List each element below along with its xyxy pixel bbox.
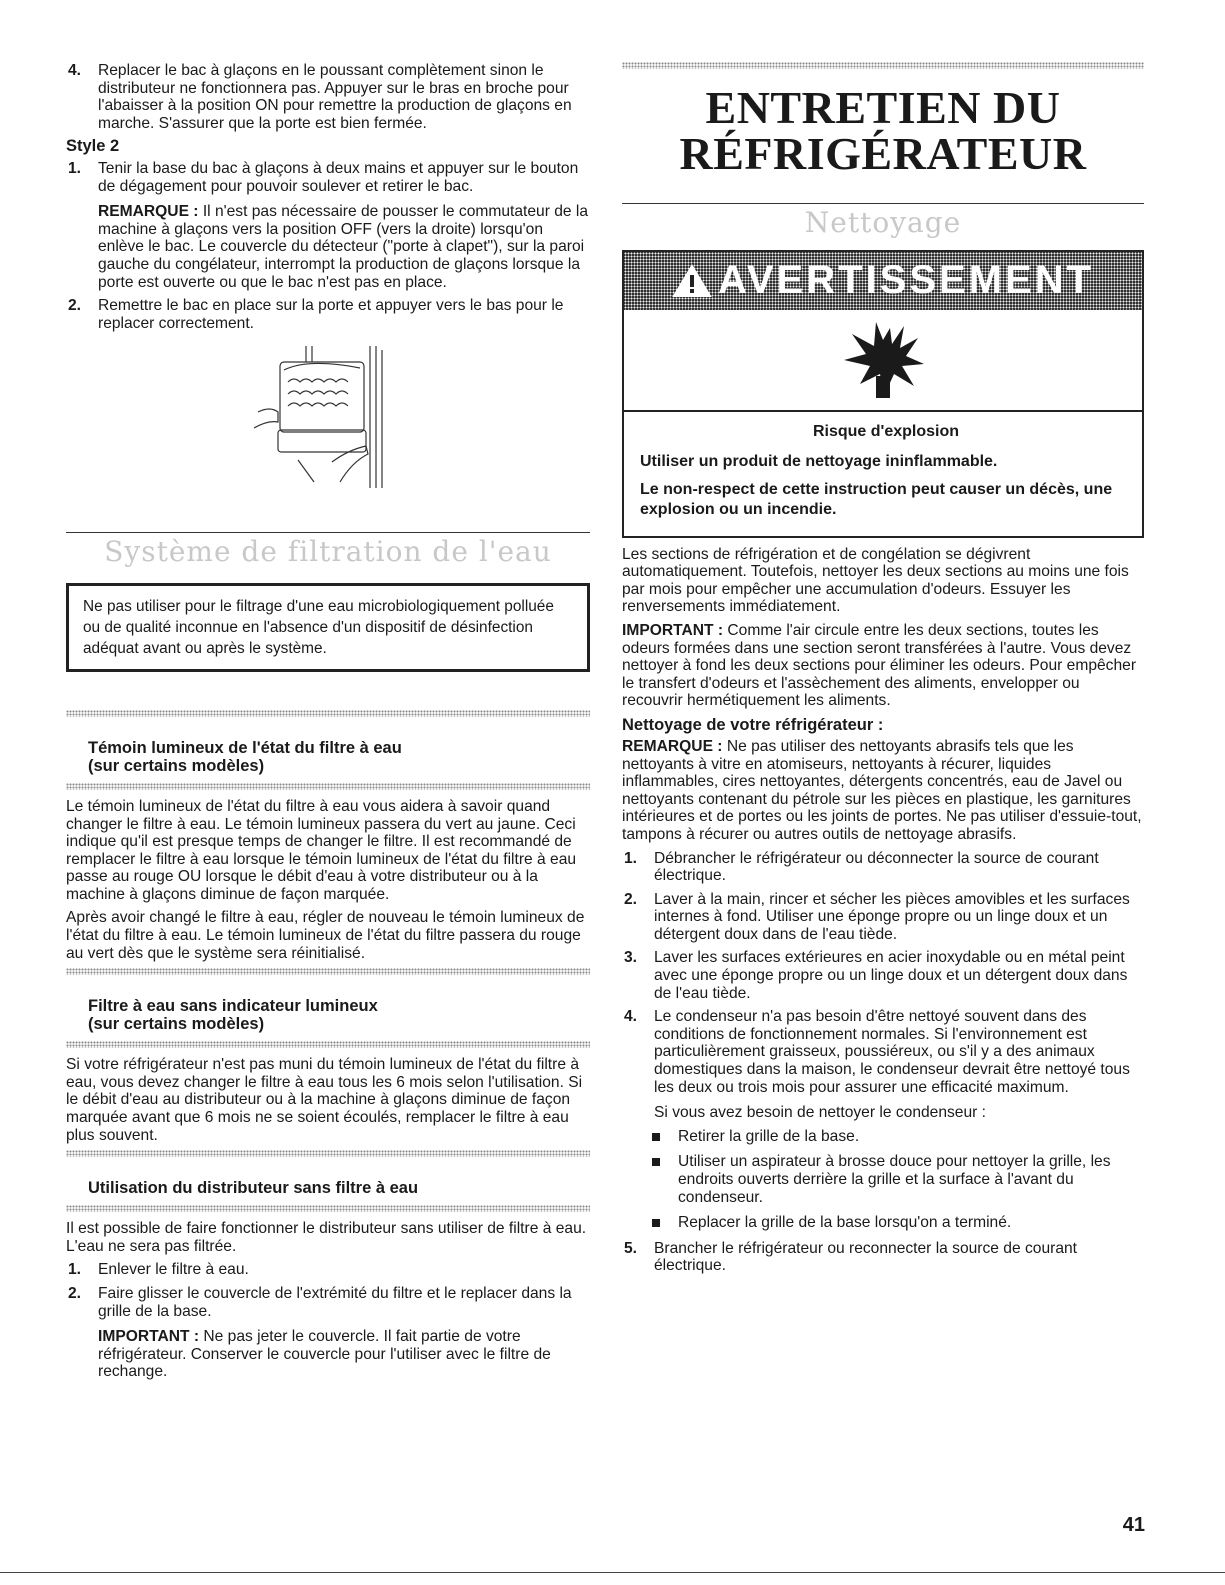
- important-label: IMPORTANT :: [98, 1328, 200, 1346]
- explosion-icon: [838, 320, 928, 400]
- step-text: Laver à la main, rincer et sécher les pièces amovibles et les surfaces internes à fond. Utiliser une éponge propre ou un linge doux et un détergent doux dans de l'eau tiède.: [654, 890, 1130, 943]
- bullet-item: [652, 1128, 1144, 1146]
- step-number: 1.: [68, 1261, 82, 1279]
- important-text: Comme l'air circule entre les deux sections, toutes les odeurs formées dans une section seront transférées à l'autre. Vous devez nettoyer à fond les deux sections pour éliminer les odeurs. Pour empêcher le transfert d'odeurs et l'assèchement des aliments, envelopper ou recouvrir hermétiquement les aliments.: [622, 621, 1137, 710]
- right-column: [622, 62, 1144, 1281]
- warning-triangle-icon: [672, 264, 712, 298]
- warning-banner-text: AVERTISSEMENT: [717, 257, 1095, 302]
- section-divider: [66, 532, 590, 533]
- warning-text: [624, 412, 1142, 536]
- step-text: Replacer le bac à glaçons en le poussant complètement sinon le distributeur ne fonctionnera pas. Appuyer sur le bras en broche pour l'abaisser à la position ON pour remettre la production de glaçons en marche. S'assurer que la porte est bien fermée.: [98, 62, 572, 132]
- step-subtext: Si vous avez besoin de nettoyer le condenseur :: [654, 1104, 987, 1122]
- cleaning-step-3: [622, 949, 1144, 1002]
- paragraph: Si votre réfrigérateur n'est pas muni du témoin lumineux de l'état du filtre à eau, vous devez changer le filtre à eau tous les 6 mois selon l'utilisation. Si le débit d'eau au distributeur ou à la machine à glaçons diminue de façon marquée avant que 6 mois ne se soient écoulés, remplacer le filtre à eau plus souvent.: [66, 1056, 583, 1144]
- bottom-rule: [0, 1572, 1225, 1573]
- step-number: 3.: [624, 949, 638, 967]
- step-text: Débrancher le réfrigérateur ou déconnecter la source de courant électrique.: [654, 849, 1099, 885]
- step-text: Brancher le réfrigérateur ou reconnecter la source de courant électrique.: [654, 1239, 1077, 1275]
- step-number: 1.: [624, 849, 638, 867]
- no-filter-step-2: [66, 1285, 590, 1381]
- dotted-divider: [66, 710, 590, 717]
- paragraph: Les sections de réfrigération et de congélation se dégivrent automatiquement. Toutefois, nettoyer les deux sections au moins une fois par mois pour empêcher une accumulation d'odeurs. Essuyer les renversements immédiatement.: [622, 545, 1129, 616]
- bullet-square-icon: [652, 1219, 660, 1227]
- cleaning-title: Nettoyage: [804, 206, 962, 239]
- step-text: Tenir la base du bac à glaçons à deux mains et appuyer sur le bouton de dégagement pour pouvoir soulever et retirer le bac.: [98, 159, 579, 195]
- paragraph: Il est possible de faire fonctionner le distributeur sans utiliser de filtre à eau. L'eau ne sera pas filtrée.: [66, 1220, 587, 1255]
- cleaning-step-2: [622, 891, 1144, 944]
- important-note: [98, 1328, 590, 1381]
- step-number: 1.: [68, 159, 82, 177]
- style2-step-2: [66, 297, 590, 332]
- cleaning-step-4: [622, 1008, 1144, 1122]
- warning-line: Utiliser un produit de nettoyage ininflammable.: [640, 452, 998, 470]
- step-text: Enlever le filtre à eau.: [98, 1261, 249, 1279]
- important-text: Ne pas jeter le couvercle. Il fait partie de votre réfrigérateur. Conserver le couvercle pour l'utiliser avec le filtre de rechange.: [98, 1328, 551, 1381]
- bullet-square-icon: [652, 1158, 660, 1166]
- style-2-heading: Style 2: [66, 137, 120, 156]
- dotted-divider: [66, 1041, 590, 1048]
- dispenser-no-filter-heading: Utilisation du distributeur sans filtre à eau: [88, 1179, 419, 1198]
- paragraph: Le témoin lumineux de l'état du filtre à eau vous aidera à savoir quand changer le filtre à eau. Le témoin lumineux passera du vert au jaune. Ceci indique qu'il est presque temps de changer le filtre. Il est recommandé de remplacer le filtre à eau lorsque le témoin lumineux de l'état du filtre à eau passe au rouge OU lorsque le débit d'eau à votre distributeur ou à la machine à glaçons diminue de façon marquée.: [66, 797, 577, 903]
- left-column: [66, 62, 590, 1387]
- step-text: Laver les surfaces extérieures en acier inoxydable ou en métal peint avec une éponge propre ou un linge doux et un détergent doux dans de l'eau tiède.: [654, 949, 1128, 1002]
- remarque-text: Il n'est pas nécessaire de pousser le commutateur de la machine à glaçons vers la position OFF (vers la droite) lorsqu'on enlève le bac. Le couvercle du détecteur ("porte à clapet"), sur la paroi gauche du congélateur, interrompt la production de glaçons lorsque la porte est ouverte ou que le bac n'est pas en place.: [98, 203, 589, 291]
- filter-no-indicator-heading: Filtre à eau sans indicateur lumineux (sur certains modèles): [88, 997, 378, 1034]
- dotted-divider: [622, 62, 1144, 69]
- step-text: Le condenseur n'a pas besoin d'être nettoyé souvent dans des conditions de fonctionnement normales. Si l'environnement est particulièrement graisseux, poussiéreux, ou s'il y a des animaux domestiques dans la maison, le condenseur devrait être nettoyé tous les deux ou trois mois pour assurer une efficacité maximum.: [654, 1008, 1130, 1096]
- cleaning-heading: Nettoyage de votre réfrigérateur :: [622, 715, 884, 734]
- filtration-note-box: Ne pas utiliser pour le filtrage d'une eau microbiologiquement polluée ou de qualité inconnue en l'absence d'un dispositif de désinfection adéquat avant ou après le système.: [66, 583, 590, 672]
- bullet-item: [652, 1214, 1144, 1232]
- step-number: 4.: [624, 1008, 638, 1026]
- important-paragraph: [622, 622, 1144, 710]
- warning-box: [622, 250, 1144, 538]
- filter-indicator-heading: Témoin lumineux de l'état du filtre à eau (sur certains modèles): [88, 738, 402, 775]
- bullet-text: Utiliser un aspirateur à brosse douce pour nettoyer la grille, les endroits ouverts derrière la grille et la surface à l'avant du condenseur.: [678, 1153, 1111, 1206]
- page-number: 41: [1122, 1514, 1145, 1536]
- warning-banner: [624, 252, 1142, 310]
- ice-bin-illustration: [248, 342, 408, 492]
- important-label: IMPORTANT :: [622, 621, 724, 639]
- page-title: ENTRETIEN DU RÉFRIGÉRATEUR: [679, 82, 1087, 179]
- step-number: 4.: [68, 62, 82, 79]
- step-text: Faire glisser le couvercle de l'extrémité du filtre et le replacer dans la grille de la base.: [98, 1285, 572, 1320]
- dotted-divider: [66, 1150, 590, 1157]
- dotted-divider: [66, 1205, 590, 1212]
- remarque-label: REMARQUE :: [622, 737, 723, 755]
- step-number: 5.: [624, 1239, 638, 1257]
- step-4: [66, 62, 590, 132]
- water-filtration-title: Système de filtration de l'eau: [104, 535, 552, 569]
- warning-icon-area: [624, 310, 1142, 412]
- remarque-label: REMARQUE :: [98, 203, 199, 221]
- bullet-text: Retirer la grille de la base.: [678, 1127, 860, 1145]
- remarque-note: [98, 203, 590, 291]
- warning-line: Le non-respect de cette instruction peut causer un décès, une explosion ou un incendie.: [640, 480, 1113, 518]
- step-text: Remettre le bac en place sur la porte et appuyer vers le bas pour le replacer correctement.: [98, 297, 564, 332]
- cleaning-step-5: [622, 1240, 1144, 1275]
- step-number: 2.: [68, 297, 82, 315]
- style2-step-1: [66, 160, 590, 291]
- cleaning-step-1: [622, 850, 1144, 885]
- dotted-divider: [66, 968, 590, 975]
- bullet-item: [652, 1153, 1144, 1206]
- step-number: 2.: [624, 890, 638, 908]
- section-divider: [622, 203, 1144, 204]
- no-filter-step-1: [66, 1261, 590, 1279]
- step-number: 2.: [68, 1285, 82, 1302]
- bullet-text: Replacer la grille de la base lorsqu'on a terminé.: [678, 1214, 1012, 1232]
- remarque-text: Ne pas utiliser des nettoyants abrasifs tels que les nettoyants à vitre en atomiseurs, nettoyants à récurer, liquides inflammables, cires nettoyantes, détergents concentrés, eau de Javel ou nettoyants contenant du pétrole sur les pièces en plastique, les garnitures intérieures et de portes ou les joints de portes. Ne pas utiliser d'essuie-tout, tampons à récurer ou autres outils de nettoyage abrasifs.: [622, 737, 1142, 843]
- dotted-divider: [66, 783, 590, 790]
- remarque-paragraph: [622, 738, 1144, 844]
- paragraph: Après avoir changé le filtre à eau, régler de nouveau le témoin lumineux de l'état du filtre à eau. Le témoin lumineux de l'état du filtre passera du rouge au vert dès que le système sera réinitialisé.: [66, 909, 585, 962]
- bullet-square-icon: [652, 1133, 660, 1141]
- warning-risk: Risque d'explosion: [812, 422, 960, 440]
